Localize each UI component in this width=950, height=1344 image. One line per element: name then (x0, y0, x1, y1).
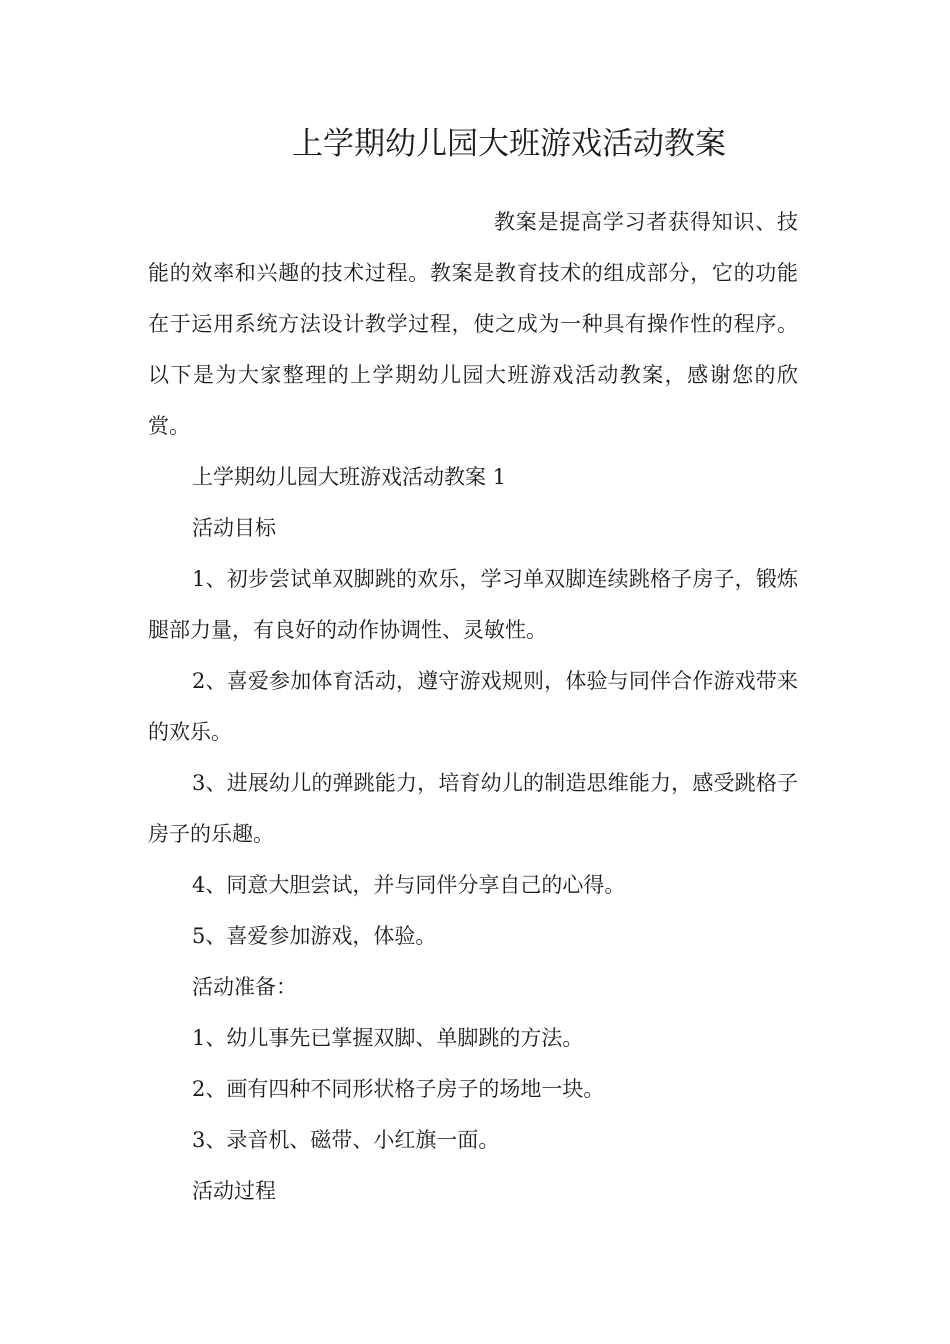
process-heading: 活动过程 (192, 1179, 276, 1203)
objective-item-1: 1、初步尝试单双脚跳的欢乐，学习单双脚连续跳格子房子，锻炼腿部力量，有良好的动作协调性、灵敏性。 (148, 567, 798, 642)
objective-item-2: 2、喜爱参加体育活动，遵守游戏规则，体验与同伴合作游戏带来的欢乐。 (148, 669, 798, 744)
document-body (148, 197, 798, 1217)
objective-item-5: 5、喜爱参加游戏，体验。 (192, 924, 437, 948)
objectives-heading: 活动目标 (192, 516, 276, 540)
objective-item-3: 3、进展幼儿的弹跳能力，培育幼儿的制造思维能力，感受跳格子房子的乐趣。 (148, 771, 798, 846)
document-title: 上学期幼儿园大班游戏活动教案 (292, 126, 726, 162)
preparation-heading: 活动准备： (192, 975, 297, 999)
objective-item-4: 4、同意大胆尝试，并与同伴分享自己的心得。 (192, 873, 626, 897)
preparation-item-3: 3、录音机、磁带、小红旗一面。 (192, 1128, 500, 1152)
preparation-item-1: 1、幼儿事先已掌握双脚、单脚跳的方法。 (192, 1026, 584, 1050)
intro-paragraph: 教案是提高学习者获得知识、技能的效率和兴趣的技术过程。教案是教育技术的组成部分，它的功能在于运用系统方法设计教学过程，使之成为一种具有操作性的程序。以下是为大家整理的上学期幼儿园大班游戏活动教案，感谢您的欣赏。 (148, 210, 798, 438)
lesson-plan-heading: 上学期幼儿园大班游戏活动教案 1 (192, 465, 507, 489)
preparation-item-2: 2、画有四种不同形状格子房子的场地一块。 (192, 1077, 605, 1101)
